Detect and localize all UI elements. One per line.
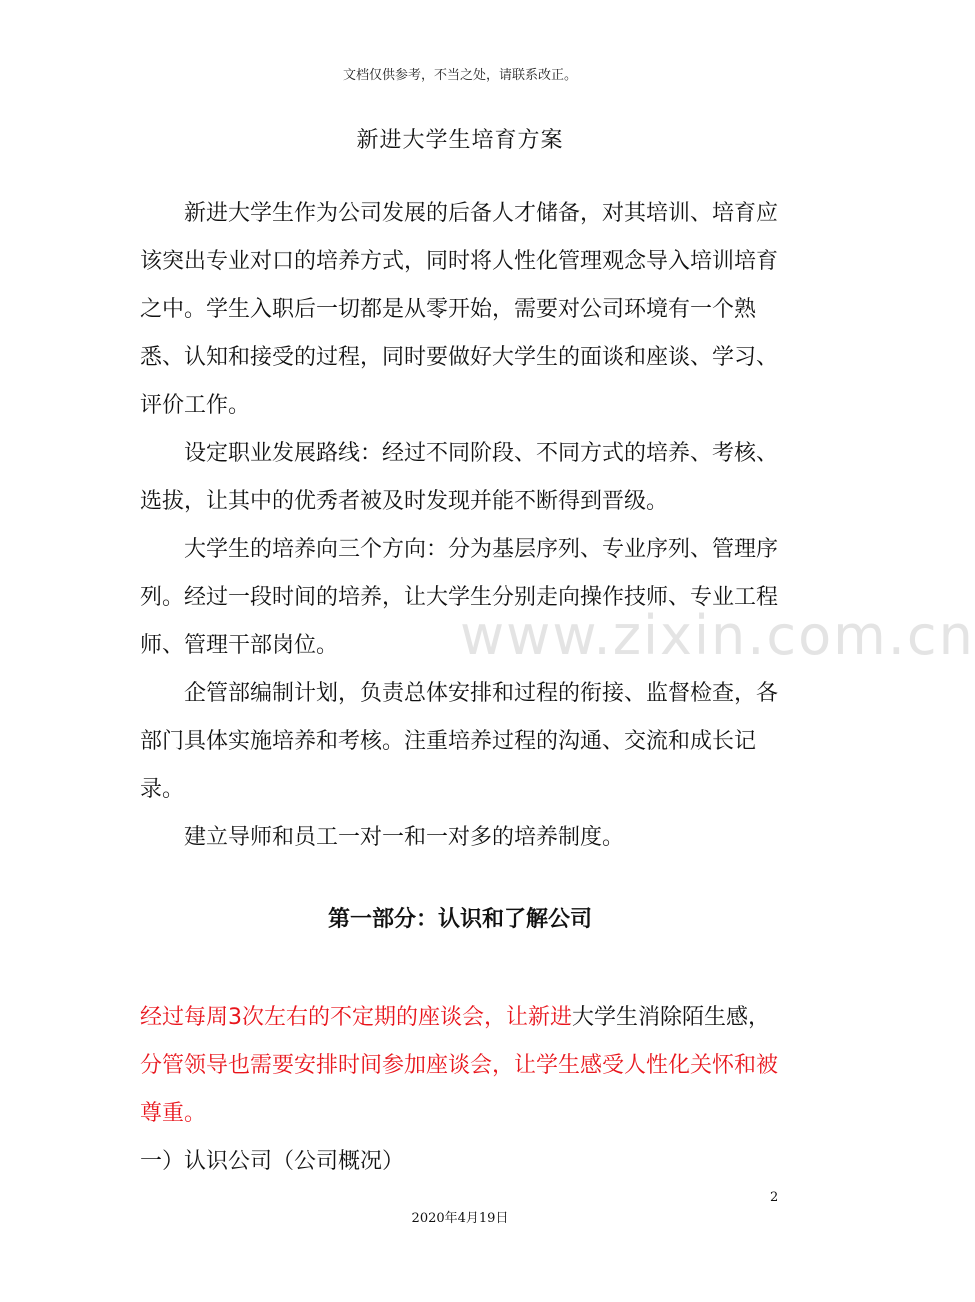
paragraph-directions: 大学生的培养向三个方向：分为基层序列、专业序列、管理序列。经过一段时间的培养，让大学生分别走向操作技师、专业工程师、管理干部岗位。 (140, 537, 779, 658)
paragraph-planning: 企管部编制计划，负责总体安排和过程的衔接、监督检查，各部门具体实施培养和考核。注重培养过程的沟通、交流和成长记录。 (140, 681, 779, 802)
subheading: 一）认识公司（公司概况） (140, 1149, 405, 1174)
page-title: 新进大学生培育方案 (356, 128, 564, 153)
black-text-part2: 大学生消除陌生感， (572, 1005, 771, 1030)
header-note: 文档仅供参考，不当之处，请联系改正。 (342, 68, 577, 83)
body-text (140, 190, 780, 862)
red-paragraph (140, 994, 780, 1138)
paragraph-intro: 新进大学生作为公司发展的后备人才储备，对其培训、培育应该突出专业对口的培养方式，同时将人性化管理观念导入培训培育之中。学生入职后一切都是从零开始，需要对公司环境有一个熟悉、认知和接受的过程，同时要做好大学生的面谈和座谈、学习、评价工作。 (140, 201, 779, 418)
paragraph-career-path: 设定职业发展路线：经过不同阶段、不同方式的培养、考核、选拔，让其中的优秀者被及时发现并能不断得到晋级。 (140, 441, 779, 514)
red-text-part1: 经过每周3次左右的不定期的座谈会，让新进 (140, 1005, 572, 1030)
watermark: www.zixin.com.cn (460, 604, 975, 667)
paragraph-mentor: 建立导师和员工一对一和一对多的培养制度。 (184, 825, 625, 850)
red-text-part3: 分管领导也需要安排时间参加座谈会，让学生感受人性化关怀和被尊重。 (140, 1053, 779, 1126)
page-number: 2 (770, 1190, 779, 1205)
footer-date: 2020年4月19日 (411, 1211, 509, 1226)
section-heading: 第一部分：认识和了解公司 (327, 907, 592, 932)
